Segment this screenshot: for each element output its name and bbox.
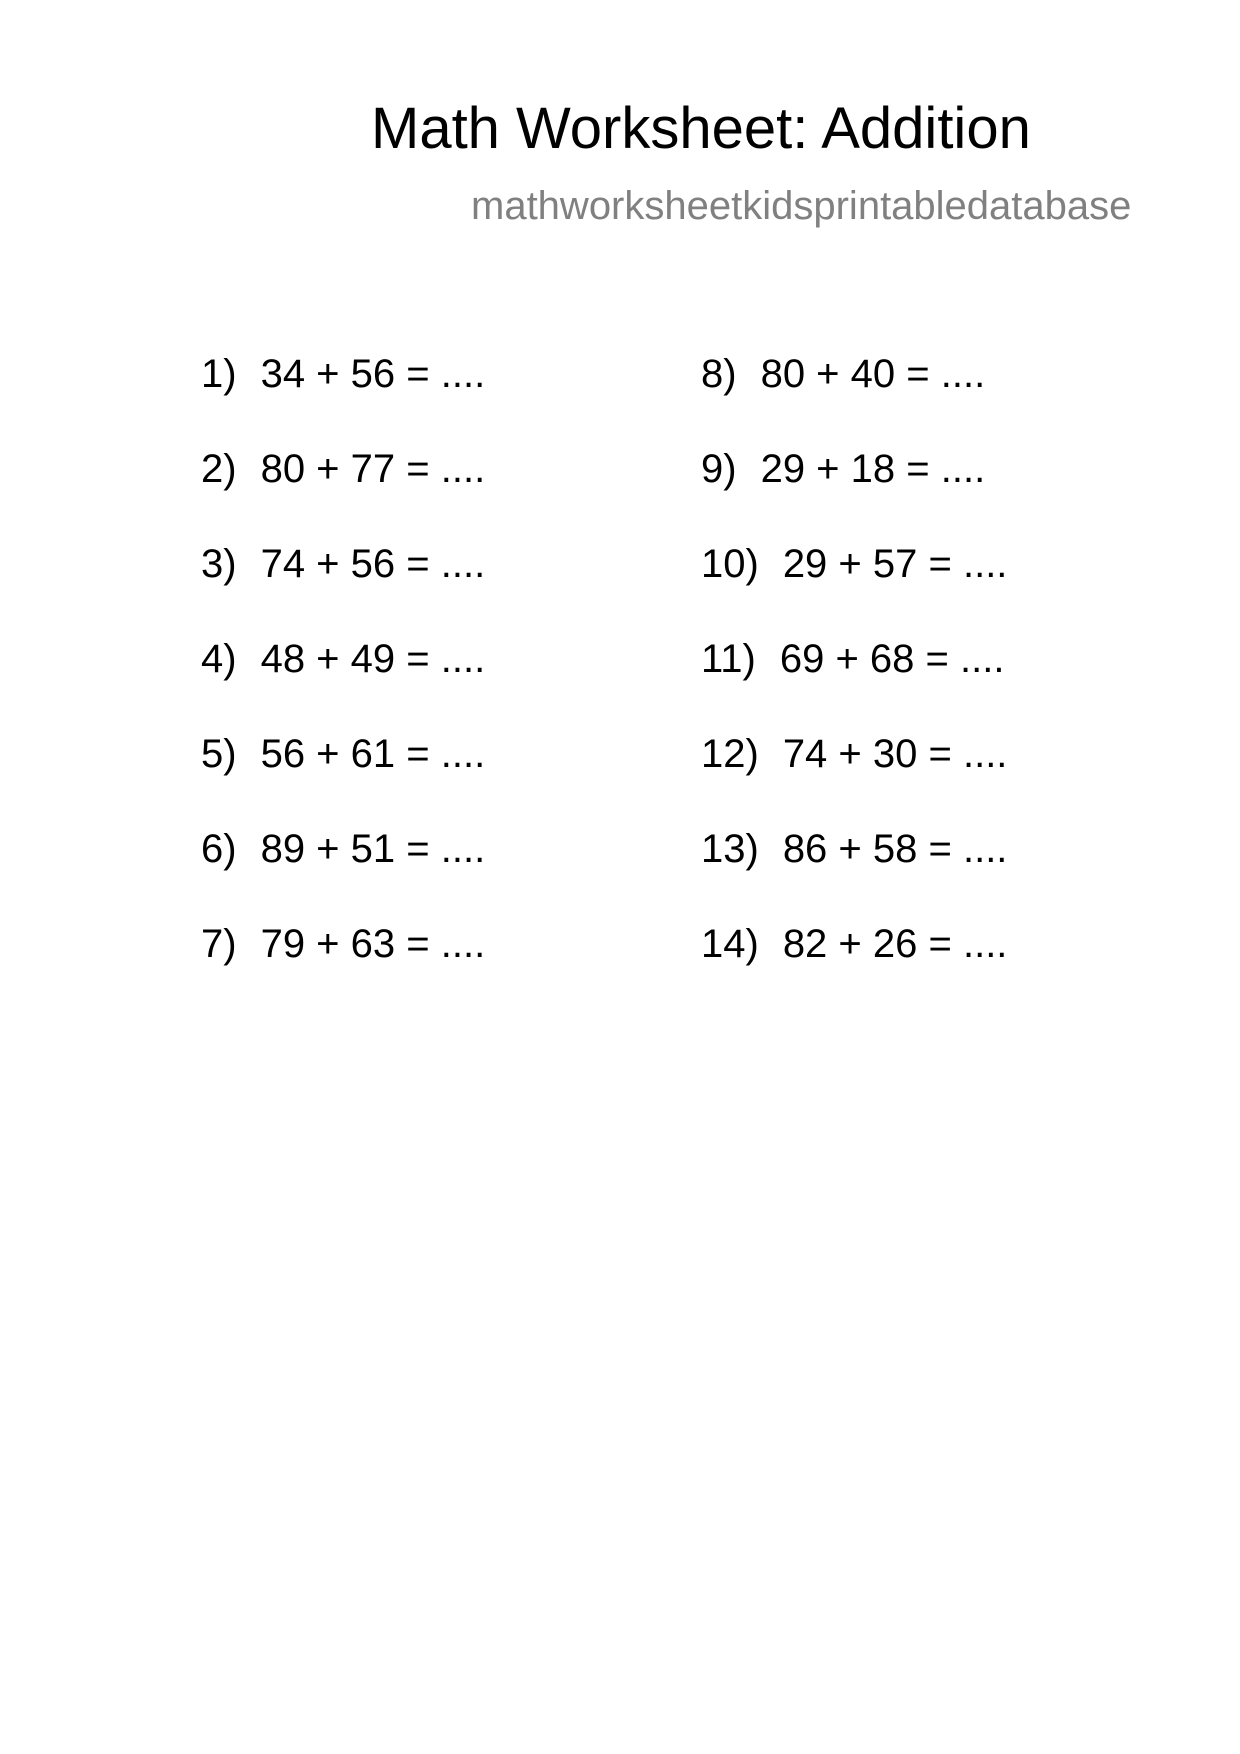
problem-expression: 56 + 61 = .... (260, 732, 486, 776)
problem-column-right (701, 354, 1007, 1019)
problem-expression: 34 + 56 = .... (260, 352, 486, 396)
problem-number: 6) (201, 827, 237, 871)
problem-item (201, 734, 485, 829)
problem-expression: 89 + 51 = .... (260, 827, 486, 871)
problem-expression: 80 + 77 = .... (260, 447, 486, 491)
problem-expression: 69 + 68 = .... (779, 637, 1005, 681)
problem-expression: 48 + 49 = .... (260, 637, 486, 681)
problem-item (201, 924, 485, 1019)
problem-expression: 74 + 30 = .... (782, 732, 1008, 776)
problem-column-left (201, 354, 485, 1019)
problem-expression: 74 + 56 = .... (260, 542, 486, 586)
problem-item (701, 354, 1007, 449)
problem-item (201, 449, 485, 544)
problem-number: 8) (701, 352, 737, 396)
problem-expression: 29 + 18 = .... (760, 447, 986, 491)
problem-item (701, 829, 1007, 924)
problem-item (701, 449, 1007, 544)
problem-item (201, 544, 485, 639)
problem-number: 2) (201, 447, 237, 491)
problem-expression: 82 + 26 = .... (782, 922, 1008, 966)
problem-item (701, 544, 1007, 639)
problem-expression: 79 + 63 = .... (260, 922, 486, 966)
problem-item (201, 829, 485, 924)
problem-number: 1) (201, 352, 237, 396)
problem-expression: 80 + 40 = .... (760, 352, 986, 396)
problem-number: 10) (701, 542, 759, 586)
problem-number: 3) (201, 542, 237, 586)
problem-item (701, 734, 1007, 829)
problem-item (201, 639, 485, 734)
problem-item (701, 639, 1007, 734)
worksheet-subtitle: mathworksheetkidsprintabledatabase (471, 184, 1132, 228)
problem-item (201, 354, 485, 449)
problem-item (701, 924, 1007, 1019)
problem-expression: 86 + 58 = .... (782, 827, 1008, 871)
problem-number: 12) (701, 732, 759, 776)
problem-number: 4) (201, 637, 237, 681)
problem-number: 11) (701, 637, 756, 681)
worksheet-title: Math Worksheet: Addition (371, 96, 1031, 161)
problem-number: 13) (701, 827, 759, 871)
problem-number: 14) (701, 922, 759, 966)
problem-number: 5) (201, 732, 237, 776)
problem-number: 7) (201, 922, 237, 966)
problem-expression: 29 + 57 = .... (782, 542, 1008, 586)
problem-number: 9) (701, 447, 737, 491)
